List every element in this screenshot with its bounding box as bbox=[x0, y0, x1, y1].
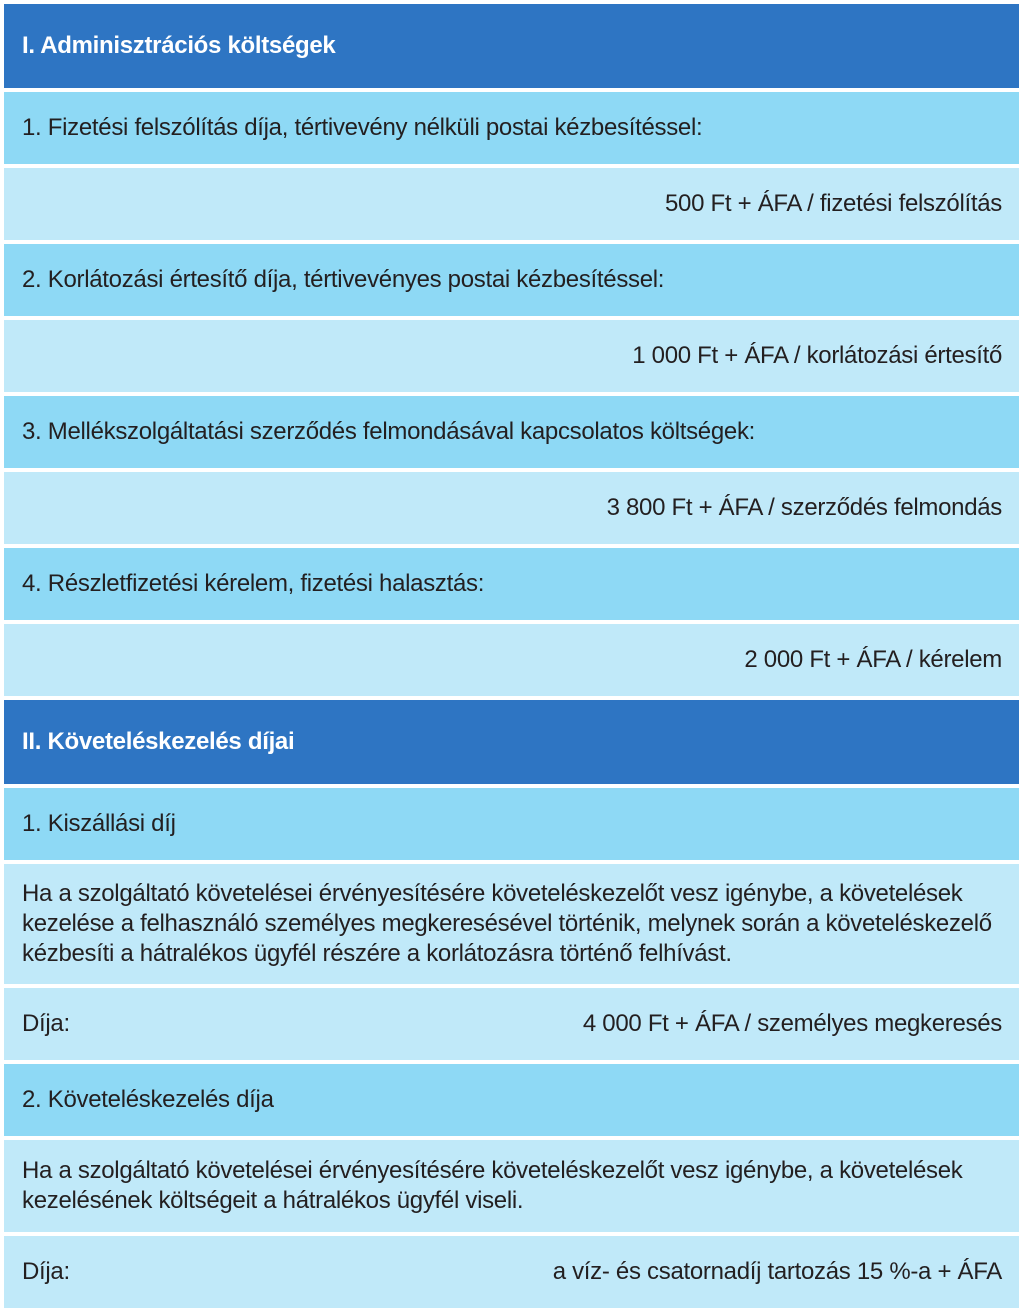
section-title: I. Adminisztrációs költségek bbox=[22, 32, 336, 59]
fee-table bbox=[4, 4, 1019, 1308]
description-line: kezelése a felhasználó személyes megkeresésével történik, melynek során a követeléskezelő bbox=[22, 910, 992, 937]
fee-item-value-text: 500 Ft + ÁFA / fizetési felszólítás bbox=[665, 190, 1002, 217]
fee-label: Díja: bbox=[22, 1258, 70, 1285]
fee-value: 4 000 Ft + ÁFA / személyes megkeresés bbox=[582, 1010, 1002, 1037]
description-line: Ha a szolgáltató követelései érvényesítésére követeléskezelőt vesz igénybe, a követelések bbox=[22, 1157, 963, 1184]
description-text bbox=[22, 879, 992, 969]
fee-item-value bbox=[4, 320, 1019, 392]
fee-row bbox=[4, 1236, 1019, 1308]
description-text bbox=[22, 1156, 963, 1216]
fee-item-value bbox=[4, 472, 1019, 544]
fee-value: a víz- és csatornadíj tartozás 15 %-a + ÁFA bbox=[552, 1258, 1002, 1285]
fee-item-label bbox=[4, 788, 1019, 860]
fee-item-description bbox=[4, 1140, 1019, 1232]
fee-item-value-text: 3 800 Ft + ÁFA / szerződés felmondás bbox=[606, 494, 1002, 521]
description-line: kézbesíti a hátralékos ügyfél részére a korlátozásra történő felhívást. bbox=[22, 940, 732, 967]
section-header-administrative-costs bbox=[4, 4, 1019, 88]
fee-row bbox=[4, 988, 1019, 1060]
fee-item-value bbox=[4, 168, 1019, 240]
section-header-debt-collection-fees bbox=[4, 700, 1019, 784]
section-title: II. Követeléskezelés díjai bbox=[22, 728, 295, 755]
description-line: kezelésének költségeit a hátralékos ügyfél viseli. bbox=[22, 1187, 524, 1214]
fee-item-label bbox=[4, 548, 1019, 620]
fee-label: Díja: bbox=[22, 1010, 70, 1037]
fee-item-description bbox=[4, 864, 1019, 984]
fee-item-value-text: 1 000 Ft + ÁFA / korlátozási értesítő bbox=[632, 342, 1002, 369]
fee-item-label bbox=[4, 92, 1019, 164]
fee-item-value-text: 2 000 Ft + ÁFA / kérelem bbox=[744, 646, 1002, 673]
fee-item-label-text: 2. Követeléskezelés díja bbox=[22, 1086, 274, 1113]
fee-item-label-text: 1. Fizetési felszólítás díja, tértivevény nélküli postai kézbesítéssel: bbox=[22, 114, 703, 141]
fee-item-label-text: 1. Kiszállási díj bbox=[22, 810, 176, 837]
fee-item-label-text: 3. Mellékszolgáltatási szerződés felmondásával kapcsolatos költségek: bbox=[22, 418, 756, 445]
fee-item-label bbox=[4, 396, 1019, 468]
fee-item-label-text: 4. Részletfizetési kérelem, fizetési halasztás: bbox=[22, 570, 485, 597]
fee-item-value bbox=[4, 624, 1019, 696]
description-line: Ha a szolgáltató követelései érvényesítésére követeléskezelőt vesz igénybe, a követelések bbox=[22, 880, 963, 907]
fee-item-label bbox=[4, 244, 1019, 316]
fee-item-label-text: 2. Korlátozási értesítő díja, tértivevényes postai kézbesítéssel: bbox=[22, 266, 665, 293]
fee-item-label bbox=[4, 1064, 1019, 1136]
